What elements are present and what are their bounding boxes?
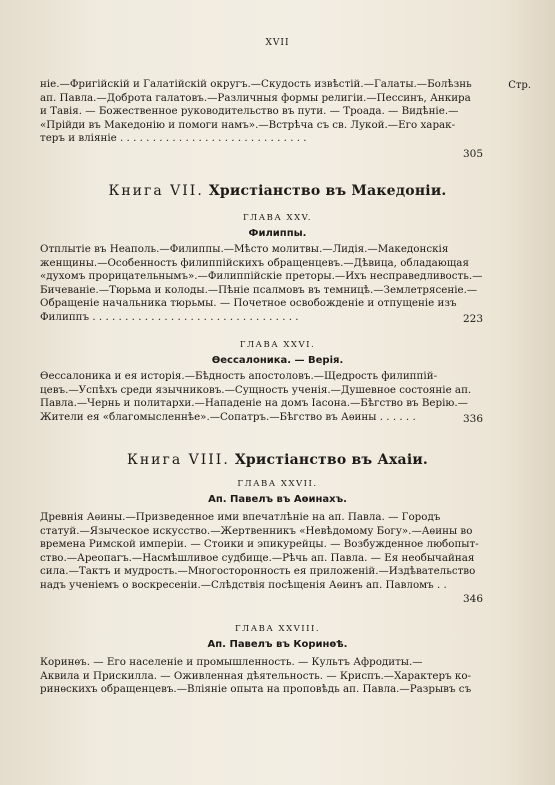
text-line: и Тавія. — Божественное руководительство въ пути. — Троада. — Видѣніе.— (40, 105, 459, 118)
chapter-contents (40, 656, 488, 697)
text-line: времена Римской имперіи. — Стоики и эпикурейцы. — Возбужденное любопыт- (40, 538, 479, 551)
text-line: «Прійди въ Македонію и помоги намъ».—Встрѣча съ св. Лукой.—Его харак- (40, 118, 456, 131)
text-line: надъ ученіемъ о воскресеніи.—Слѣдствія посѣщенія Аѳинъ ап. Павломъ . . (40, 578, 447, 591)
text-line: Древнія Аѳины.—Призведенное ими впечатлѣніе на ап. Павла. — Городъ (40, 511, 441, 523)
chapter-title: Филиппы. (248, 228, 307, 239)
chapter-contents (40, 511, 488, 593)
chapter-title: Ап. Павелъ въ Коринѳѣ. (207, 639, 348, 650)
page-number: 223 (463, 313, 484, 325)
text-line: Жители ея «благомысленнѣе».—Сопатръ.—Бѣгство въ Аѳины . . . . . . (40, 410, 416, 423)
chapter-contents (40, 370, 488, 424)
chapter-number: ГЛАВА XXVIII. (234, 624, 321, 634)
chapter-number: ГЛАВА XXVI. (239, 340, 316, 350)
chapter-contents (40, 243, 488, 325)
section-continued (40, 78, 488, 146)
text-line: ство.—Ареопагъ.—Насмѣшливое судбище.—Рѣчь ап. Павла. — Ея необычайная (40, 551, 475, 564)
book-name: Христіанство въ Македоніи. (208, 183, 447, 199)
chapter-number: ГЛАВА XXV. (242, 213, 312, 223)
book-title (0, 183, 555, 199)
page-number: 305 (463, 148, 484, 160)
text-line: женщины.—Особенность филиппійскихъ обращенцевъ.—Дѣвица, обладающая (40, 256, 469, 269)
page-header: XVII (265, 38, 290, 48)
book-number: Книга VII. (108, 183, 204, 199)
text-line: ап. Павла.—Доброта галатовъ.—Различныя формы религіи.—Пессинъ, Анкира (40, 91, 471, 104)
book-number: Книга VIII. (126, 452, 230, 468)
text-line: Аквила и Прискилла. — Оживленная дѣятельность. — Криспъ.—Характеръ ко- (40, 669, 472, 682)
text-line: Бичеваніе.—Тюрьма и колоды.—Пѣніе псалмовъ въ темницѣ.—Землетрясеніе.— (40, 283, 478, 296)
text-line: «духомъ прорицательнымъ».—Филиппійскіе преторы.—Ихъ несправедливость.— (40, 270, 483, 283)
chapter-title: Өессалоника. — Верія. (211, 355, 344, 366)
text-line: Өессалоника и ея исторія.—Бѣдность апостоловъ.—Щедрость филиппій- (40, 370, 438, 382)
book-title (0, 452, 555, 468)
text-line: статуй.—Языческое искусство.—Жертвенникъ «Невѣдомому Богу».—Аѳины во (40, 524, 473, 537)
chapter-title: Ап. Павелъ въ Аѳинахъ. (208, 494, 347, 505)
text-line: Обращеніе начальника тюрьмы. — Почетное освобожденіе и отпущеніе изъ (40, 297, 457, 310)
text-line: цевъ.—Успѣхъ среди язычниковъ.—Сущность ученія.—Душевное состояніе ап. (40, 383, 472, 396)
text-line: Отплытіе въ Неаполь.—Филиппы.—Мѣсто молитвы.—Лидія.—Македонскія (40, 243, 449, 255)
page-number: 336 (463, 413, 484, 425)
page-column-label: Стр. (508, 80, 531, 91)
chapter-number: ГЛАВА XXVII. (237, 479, 318, 489)
text-line: сила.—Тактъ и мудрость.—Многосторонность ея приложеній.—Издѣвательство (40, 565, 476, 578)
text-line: Коринѳъ. — Его населеніе и промышленность. — Культъ Афродиты.— (40, 656, 423, 668)
text-line: Филиппъ . . . . . . . . . . . . . . . . . . . . . . . . . . . . . . . . (40, 310, 299, 323)
text-line: ніе.—Фригійскій и Галатійскій округъ.—Скудость извѣстій.—Галаты.—Болѣзнь (40, 78, 472, 90)
text-line: Павла.—Чернь и политархи.—Нападеніе на домъ Іасона.—Бѣгство въ Верію.— (40, 397, 468, 410)
text-line: теръ и вліяніе . . . . . . . . . . . . . . . . . . . . . . . . . . . . . (40, 132, 307, 145)
book-name: Христіанство въ Ахаіи. (234, 452, 428, 468)
page-number: 346 (463, 593, 484, 605)
text-line: ринѳскихъ обращенцевъ.—Вліяніе опыта на проповѣдь ап. Павла.—Разрывъ съ (40, 683, 472, 696)
